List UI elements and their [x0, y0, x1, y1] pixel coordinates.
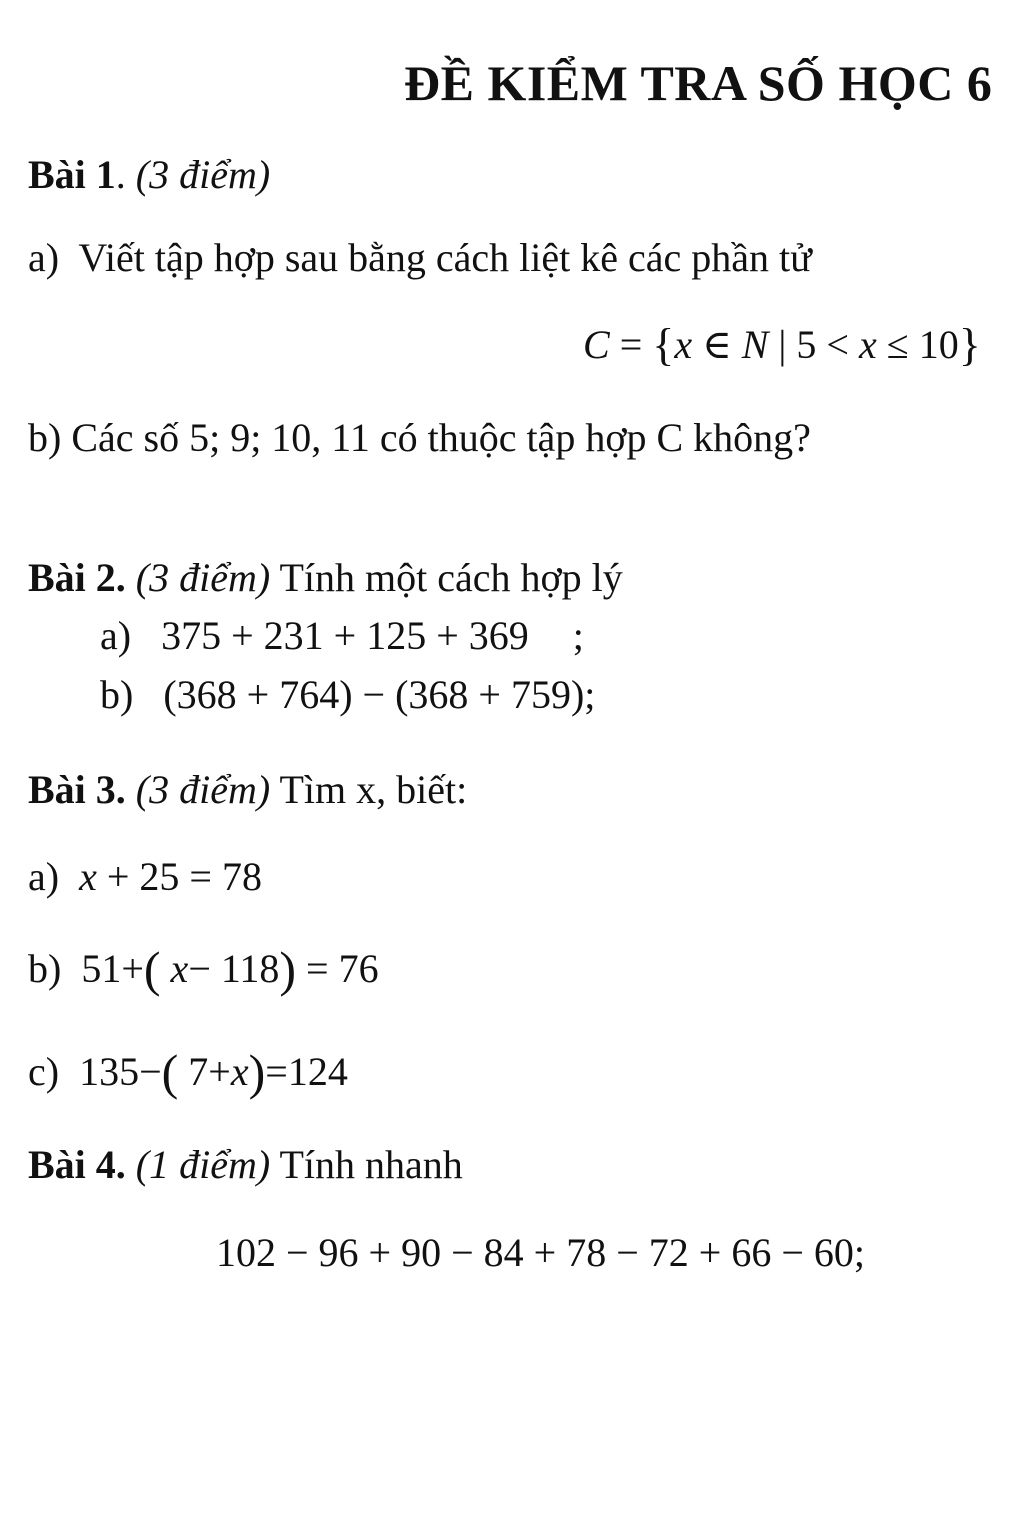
- bai4-expr: 102 − 96 + 90 − 84 + 78 − 72 + 66 − 60;: [216, 1230, 866, 1275]
- bai4-heading: Bài 4.: [28, 1142, 126, 1187]
- bai1-heading-line: [28, 152, 271, 197]
- bai2-a-sep: ;: [572, 613, 584, 658]
- bai2-a-label: a): [100, 613, 132, 658]
- bai3-heading-line: [28, 767, 468, 812]
- set-var: x: [674, 322, 693, 367]
- bai3-b-label: b): [28, 946, 62, 991]
- bai1-b-text: Các số 5; 9; 10, 11 có thuộc tập hợp C không?: [71, 415, 811, 460]
- bai3-b-mid: − 118: [188, 946, 280, 991]
- bai2-a-line: [100, 613, 584, 658]
- bai2-text: Tính một cách hợp lý: [279, 555, 623, 600]
- set-bar: |: [778, 322, 787, 367]
- bai3-a-line: [28, 854, 262, 899]
- bai3-points: (3 điểm): [135, 767, 271, 812]
- bai3-a-label: a): [28, 854, 60, 899]
- bai1-a-line: [28, 235, 812, 280]
- bai1-dot: .: [115, 152, 126, 197]
- bai4-heading-line: [28, 1142, 463, 1187]
- set-definition: [583, 319, 981, 370]
- bai3-b-pre: 51+: [81, 946, 144, 991]
- bai3-c-close: ): [248, 1044, 266, 1100]
- bai2-heading-line: [28, 555, 623, 600]
- bai3-heading: Bài 3.: [28, 767, 126, 812]
- bai2-heading: Bài 2.: [28, 555, 126, 600]
- bai1-a-text: Viết tập hợp sau bằng cách liệt kê các phần tử: [78, 235, 812, 280]
- bai1-heading: Bài 1: [28, 152, 116, 197]
- bai3-b-line: [28, 941, 379, 997]
- bai1-b-line: [28, 415, 811, 460]
- set-10: 10: [918, 322, 959, 367]
- brace-close: }: [958, 319, 981, 370]
- set-var2: x: [858, 322, 877, 367]
- set-N: N: [741, 322, 769, 367]
- bai3-c-mid: 7+: [188, 1049, 231, 1094]
- set-lt: <: [826, 322, 849, 367]
- bai3-a-x: x: [79, 854, 97, 899]
- bai3-b-x: x: [170, 946, 189, 991]
- bai3-b-close: ): [279, 941, 297, 997]
- set-5: 5: [796, 322, 817, 367]
- bai3-b-post: = 76: [306, 946, 379, 991]
- brace-open: {: [652, 319, 675, 370]
- set-in: ∈: [702, 322, 732, 367]
- bai3-c-post: =124: [265, 1049, 348, 1094]
- bai4-text: Tính nhanh: [279, 1142, 463, 1187]
- set-le: ≤: [886, 322, 909, 367]
- bai3-c-label: c): [28, 1049, 60, 1094]
- bai3-b-open: (: [143, 941, 161, 997]
- bai4-points: (1 điểm): [135, 1142, 271, 1187]
- bai3-c-line: [28, 1044, 348, 1100]
- set-name: C: [583, 322, 610, 367]
- bai1-a-label: a): [28, 235, 60, 280]
- bai3-c-pre: 135−: [79, 1049, 162, 1094]
- set-eq: =: [619, 322, 643, 367]
- bai2-a-expr: 375 + 231 + 125 + 369: [161, 613, 529, 658]
- bai3-c-open: (: [161, 1044, 179, 1100]
- bai2-b-label: b): [100, 672, 134, 717]
- page-title: ĐỀ KIỂM TRA SỐ HỌC 6: [404, 55, 993, 111]
- bai1-points: (3 điểm): [135, 152, 271, 197]
- bai2-b-expr: (368 + 764) − (368 + 759);: [163, 672, 596, 717]
- bai3-a-rest: + 25 = 78: [106, 854, 262, 899]
- bai2-b-line: [100, 672, 596, 717]
- bai3-text: Tìm x, biết:: [279, 767, 468, 812]
- bai3-c-x: x: [230, 1049, 249, 1094]
- bai1-b-label: b): [28, 415, 62, 460]
- bai2-points: (3 điểm): [135, 555, 271, 600]
